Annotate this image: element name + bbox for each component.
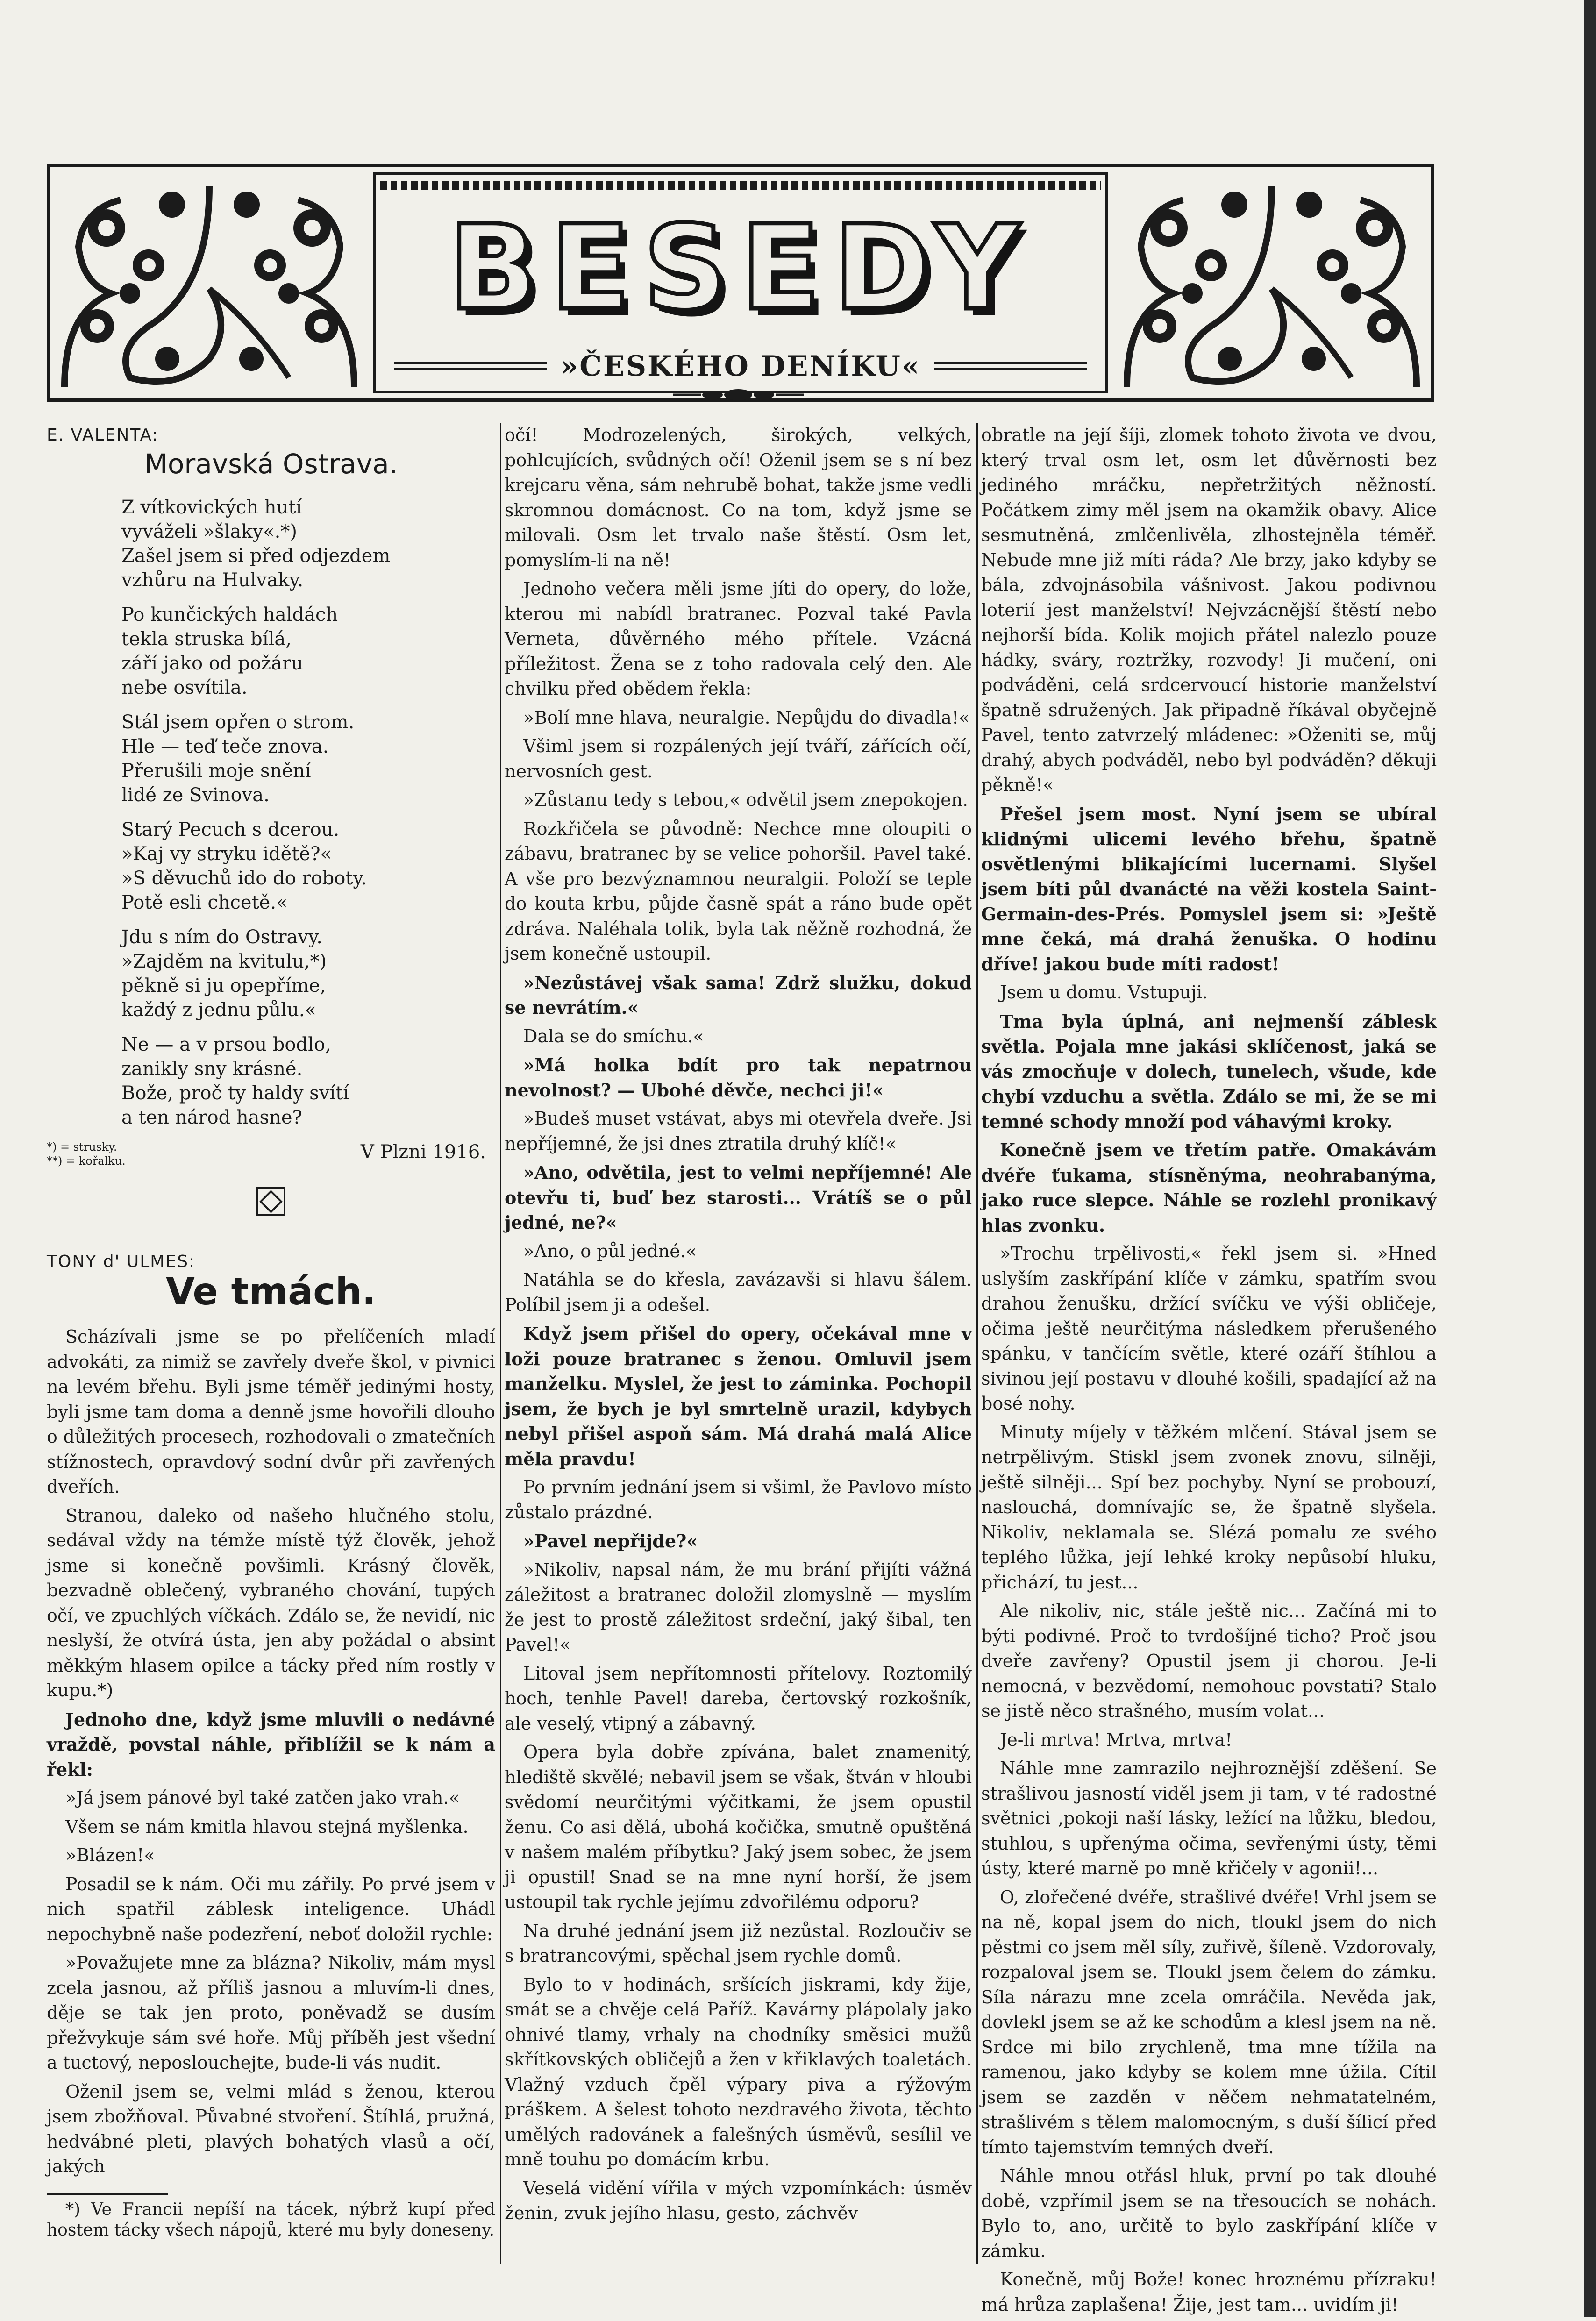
poem-line: Stál jsem opřen o strom.	[121, 712, 355, 733]
subtitle-row	[394, 348, 1087, 385]
story-title: Ve tmách.	[166, 1269, 376, 1313]
paragraph: »Má holka bdít pro tak nepatrnou nevolnost? — Ubohé děvče, nechci ji!«	[505, 1054, 972, 1101]
paragraph: Posadil se k nám. Oči mu zářily. Po prvé jsem v nich spatřil záblesk inteligence. Uhádl nepochybně naše podezření, neboť doložil rychle:	[47, 1873, 495, 1944]
poem-line: Bože, proč ty haldy svítí	[121, 1082, 349, 1104]
poem-place-date: V Plzni 1916.	[360, 1141, 486, 1163]
paragraph: Veselá vidění vířila v mých vzpomínkách: úsměv ženin, zvuk jejího hlasu, gesto, záchvěv	[505, 2178, 972, 2223]
poem-line: vzhůru na Hulvaky.	[121, 570, 304, 591]
floral-ornament-left	[55, 172, 363, 392]
paragraph: Scházívali jsme se po přelíčeních mladí advokáti, za nimiž se zavřely dveře škol, v pivnici na levém břehu. Byli jsme téměř jedinými hosty, byli jsme tam doma a denně jsme hovořili dlouho o důležitých procesech, rozhodovali o zmatečních stížnostech, opravdový sodní dvůr při zavřených dveřích.	[47, 1326, 495, 1497]
paragraph: Stranou, daleko od našeho hlučného stolu, sedával vždy na témže místě týž člověk, jehož jsme si konečně povšimli. Krásný člověk, bezvadně oblečený, vybraného chování, tupých očí, ve zpuchlých víčkách. Zdálo se, že nevidí, nic neslyší, že otvírá ústa, jen aby požádal o absint měkkým hlasem opilce a tácky před ním rostly v kupu.*)	[47, 1505, 495, 1701]
page-edge	[1584, 0, 1596, 2317]
floral-ornament-right	[1118, 172, 1426, 392]
poem-line: »S děvuchů ido do roboty.	[121, 868, 367, 889]
poem-line: tekla struska bílá,	[121, 628, 292, 650]
poem-line: nebe osvítila.	[121, 677, 248, 698]
footnote: *) Ve Francii nepíší na tácek, nýbrž kupí před hostem tácky všech nápojů, které mu byly doneseny.	[47, 2200, 495, 2240]
paragraph: »Zůstanu tedy s tebou,« odvětil jsem znepokojen.	[523, 790, 969, 810]
column-rule	[500, 423, 501, 2264]
paragraph: »Ano, o půl jedné.«	[523, 1240, 697, 1261]
column-middle	[505, 423, 972, 2230]
paragraph: Všiml jsem si rozpálených její tváří, zářících očí, nervosních gest.	[505, 736, 972, 782]
poem-title: Moravská Ostrava.	[144, 448, 398, 480]
paragraph: Jednoho dne, když jsme mluvili o nedávné vraždě, povstal náhle, přiblížil se k nám a řekl:	[47, 1709, 495, 1780]
poem-stanza	[121, 1032, 495, 1130]
section-end-icon	[256, 1187, 286, 1217]
poem-line: »Zajděm na kvitulu,*)	[121, 951, 327, 972]
poem-stanza	[121, 603, 495, 700]
paragraph: Jednoho večera měli jsme jíti do opery, do lože, kterou mi nabídl bratranec. Pozval také Pavla Verneta, důvěrného mého přítele. Vzácná příležitost. Žena se z toho radovala celý den. Ale chvilku před obědem řekla:	[505, 578, 972, 699]
paragraph: Konečně jsem ve třetím patře. Omakávám dvéře ťukama, stísněnýma, neohrabanýma, jako ruce slepce. Náhle se rozlehl pronikavý hlas zvonku.	[981, 1139, 1437, 1236]
paragraph: Všem se nám kmitla hlavou stejná myšlenka.	[65, 1816, 469, 1837]
poem-stanza	[121, 925, 495, 1022]
paragraph: Když jsem přišel do opery, očekával mne v loži pouze bratranec s ženou. Omluvil jsem manželku. Myslel, že jest to záminka. Pochopil jsem, že bych je byl smrtelně urazil, kdybych nebyl přišel aspoň sám. Má drahá malá Alice měla pravdu!	[505, 1323, 972, 1469]
paragraph: Litoval jsem nepřítomnosti přítelovy. Roztomilý hoch, tenhle Pavel! dareba, čertovský rozkošník, ale veselý, vtipný a zábavný.	[505, 1663, 972, 1734]
poem-line: Ne — a v prsou bodlo,	[121, 1034, 331, 1055]
poem-line: Z vítkovických hutí	[121, 497, 302, 518]
paragraph: očí! Modrozelených, širokých, velkých, pohlcujících, svůdných očí! Oženil jsem se s ní bez krejcaru věna, sám nehrubě bohat, takže jsme vedli skromnou domácnost. Co na tom, když jsme se milovali. Osm let trvalo naše štěstí. Osm let, pomyslím-li na ně!	[505, 425, 972, 570]
poem-line: a ten národ hasne?	[121, 1107, 302, 1128]
paragraph: Přešel jsem most. Nyní jsem se ubíral klidnými ulicemi levého břehu, špatně osvětlenými blikajícími lucernami. Slyšel jsem bíti půl dvanácté na věži kostela Saint-Germain-des-Prés. Pomyslel jsem si: »Ještě mne čeká, má drahá ženuška. O hodinu dříve! jakou bude míti radost!	[981, 803, 1437, 975]
paragraph: Dala se do smíchu.«	[523, 1025, 704, 1047]
paragraph: »Blázen!«	[65, 1845, 155, 1865]
paragraph: Minuty míjely v těžkém mlčení. Stával jsem se netrpělivým. Stiskl jsem zvonek znovu, silněji, ještě silněji... Spí bez pochyby. Nyní se probouzí, naslouchá, domnívajíc se, že špatně slyšela. Nikoliv, neklamala se. Slézá pomalu ze svého teplého lůžka, její lehké kroky nepůsobí hluku, přichází, tu jest...	[981, 1422, 1437, 1593]
story-author: TONY d' ULMES:	[47, 1252, 196, 1271]
poem-author: E. VALENTA:	[47, 426, 159, 445]
paragraph: Bylo to v hodinách, sršících jiskrami, kdy žije, smát se a chvěje celá Paříž. Kavárny plápolaly jako ohnivé tlamy, vrhaly na chodníky směsici mužů skřítkovských obličejů a žen v křiklavých toaletách. Vlažný vzduch čpěl výpary piva a rýžovým práškem. A šelest tohoto nezdravého života, těchto umělých radovánek a falešných úsměvů, sesílil ve mně touhu po domácím krbu.	[505, 1974, 972, 2170]
poem-footer	[47, 1140, 495, 1168]
paragraph: Náhle mne zamrazilo nejhroznější zděšení. Se strašlivou jasností viděl jsem ji tam, v té radostné světnici ‚pokoji naší lásky, ležící na lůžku, bledou, stuhlou, s upřenýma očima, sevřenými ústy, těmi ústy, které marně po mně křičely v agonii!...	[981, 1758, 1437, 1879]
poem-line: Jdu s ním do Ostravy.	[121, 926, 322, 948]
poem-notes	[47, 1140, 126, 1168]
masthead	[47, 164, 1434, 402]
paragraph: »Pavel nepřijde?«	[523, 1531, 698, 1552]
masthead-flourish	[668, 381, 808, 409]
poem-line: každý z jednu půlu.«	[121, 999, 316, 1021]
poem-line: září jako od požáru	[121, 653, 303, 674]
paragraph: Rozkřičela se původně: Nechce mne oloupiti o zábavu, bratranec by se velice pohoršil. Pavel také. A vše pro bezvýznamnou neuralgii. Položí se teple do kouta krbu, půjde časně spát a ráno bude opět zdráva. Naléhala tolik, byla tak něžně rozhodná, že jsem konečně ustoupil.	[505, 818, 972, 964]
paragraph: Ale nikoliv, nic, stále ještě nic... Začíná mi to býti podivné. Proč to tvrdošíjné ticho? Proč jsou dveře zavřeny? Opustil jsem ji chorou. Je-li nemocná, v bezvědomí, nemohouc povstati? Stalo se jistě něco strašného, musím volat...	[981, 1601, 1437, 1721]
dotted-rule	[380, 181, 1101, 190]
poem-line: Starý Pecuch s dcerou.	[121, 819, 340, 840]
poem-stanza	[121, 710, 495, 807]
paragraph: »Bolí mne hlava, neuralgie. Nepůjdu do divadla!«	[523, 707, 970, 728]
paragraph: Opera byla dobře zpívána, balet znamenitý, hlediště skvělé; nebavil jsem se však, štván v hloubi svědomí neurčitými výčitkami, že jsem opustil ženu. Co asi dělá, ubohá kočička, smutně opuštěná v našem malém příbytku? Jaký jsem sobec, že jsem ji opustil! Snad se na mne nyní horší, že jsem ustoupil tak rychle jejímu zdvořilému odporu?	[505, 1742, 972, 1912]
poem-line: »Kaj vy stryku idětě?«	[121, 843, 332, 865]
paragraph: Na druhé jednání jsem již nezůstal. Rozloučiv se s bratrancovými, spěchal jsem rychle domů.	[505, 1920, 972, 1966]
paragraph: O, zlořečené dvéře, strašlivé dvéře! Vrhl jsem se na ně, kopal jsem do nich, tloukl jsem do nich pěstmi co jsem měl síly, zuřivě, šíleně. Vzdorovaly, rozpaloval jsem se. Tloukl jsem čelem do zámku. Síla nárazu mne zcela omráčila. Nevěda jak, dovlekl jsem se až ke schodům a klesl jsem na ně. Srdce mi bilo zrychleně, tma mne tížila na ramenou, jako kdyby se kolem mne úžila. Cítil jsem se zazděn v něčem nehmatatelném, strašlivém s tělem malomocným, s duší šílicí před tímto tajemstvím temných dveří.	[981, 1887, 1437, 2157]
paragraph: Náhle mnou otřásl hluk, první po tak dlouhé době, vzpřímil jsem se na třesoucích se nohách. Bylo to, ano, určitě to bylo zaskřípání klíče v zámku.	[981, 2165, 1437, 2261]
paragraph: Jsem u domu. Vstupuji.	[1000, 982, 1208, 1003]
masthead-subtitle: »ČESKÉHO DENÍKU«	[560, 350, 921, 383]
column-rule	[976, 423, 978, 2264]
masthead-title: BESEDY	[448, 200, 1033, 336]
paragraph: Konečně, můj Bože! konec hroznému přízraku! má hrůza zaplašena! Žije, jest tam... uvidím ji!	[981, 2269, 1437, 2315]
poem-line: lidé ze Svinova.	[121, 784, 270, 806]
paragraph: obratle na její šíji, zlomek tohoto života ve dvou, který trval osm let, osm let důvěrnosti bez jediného mráčku, nepřetržitých něžností. Počátkem zimy měl jsem na okamžik obavy. Alice sesmutněná, zmlčenlivěla, zlhostejněla téměř. Nebude mne již míti ráda? Ale brzy, jako kdyby se bála, zdvojnásobila vášnivost. Jakou podivnou loterií jest manželství! Nejvzácnější štěstí nebo nejhorší bída. Kolik mojich přátel nalezlo pouze hádky, sváry, roztržky, rozvody! Ji mučení, oni podváděni, celá srdcervoucí historie manželství špatně sdružených. Jak připadně říkával obyčejně Pavel, tento zatvrzelý mládenec: »Oženiti se, můj drahý, abych podváděl, nebo byl podváděn? děkuji pěkně!«	[981, 425, 1437, 795]
poem-line: Zašel jsem si před odjezdem	[121, 545, 391, 567]
subtitle-rule-left	[394, 362, 547, 370]
poem-line: zanikly sny krásné.	[121, 1058, 303, 1080]
column-left	[47, 423, 495, 2244]
poem-note: **) = kořalku.	[47, 1154, 126, 1168]
paragraph: »Trochu trpělivosti,« řekl jsem si. »Hned uslyším zaskřípání klíče v zámku, spatřím svou drahou ženušku, držící svíčku ve výši obličeje, očima ještě neurčitýma následkem přerušeného spánku, v tančícím světle, které ozáří štíhlou a sivinou její postavu v dlouhé košili, spadající až na bosé nohy.	[981, 1243, 1437, 1414]
poem-stanza	[121, 818, 495, 915]
column-right	[981, 423, 1437, 2321]
paragraph: »Já jsem pánové byl také zatčen jako vrah.«	[65, 1787, 460, 1808]
subtitle-rule-right	[934, 362, 1087, 370]
paragraph: »Budeš muset vstávat, abys mi otevřela dveře. Jsi nepříjemné, že jsi dnes ztratila druhý klíč!«	[505, 1108, 972, 1154]
paragraph: »Nikoliv, napsal nám, že mu brání přijíti vážná záležitost a bratranec doložil zlomyslně — myslím že jest to prostě záležitost srdeční, jaký šibal, ten Pavel!«	[505, 1559, 972, 1655]
paragraph: Po prvním jednání jsem si všiml, že Pavlovo místo zůstalo prázdné.	[505, 1477, 972, 1523]
poem-line: Po kunčických haldách	[121, 604, 338, 626]
paragraph: Oženil jsem se, velmi mlád s ženou, kterou jsem zbožňoval. Půvabné stvoření. Štíhlá, pružná, hedvábné pleti, plavých bohatých vlasů a očí, jakých	[47, 2081, 495, 2177]
paragraph: »Nezůstávej však sama! Zdrž služku, dokud se nevrátím.«	[505, 972, 972, 1018]
poem-note: *) = strusky.	[47, 1140, 117, 1153]
paragraph: Tma byla úplná, ani nejmenší záblesk světla. Pojala mne jakási sklíčenost, jaká se vás zmocňuje v dolech, tunelech, všude, kde chybí vzduchu a světla. Zdálo se mi, že se mi temné schody množí pod váhavými kroky.	[981, 1011, 1437, 1132]
poem-line: vyváželi »šlaky«.*)	[121, 521, 297, 542]
poem-line: Hle — teď teče znova.	[121, 736, 329, 757]
paragraph: »Považujete mne za blázna? Nikoliv, mám mysl zcela jasnou, až příliš jasnou a mluvím-li dnes, děje se tak jen proto, poněvadž se dusím přežvykuje sám své hoře. Můj příběh jest všední a tuctový, neposlouchejte, bude-li vás nudit.	[47, 1952, 495, 2073]
poem-line: Přerušili moje snění	[121, 760, 311, 782]
poem-line: Potě esli chcetě.«	[121, 892, 288, 913]
paragraph: Je-li mrtva! Mrtva, mrtva!	[1000, 1729, 1233, 1750]
paragraph: Natáhla se do křesla, zavázavši si hlavu šálem. Políbil jsem ji a odešel.	[505, 1269, 972, 1315]
footnote-rule	[47, 2193, 168, 2195]
poem-line: pěkně si ju opepříme,	[121, 975, 326, 997]
paragraph: »Ano, odvětila, jest to velmi nepříjemné! Ale otevřu ti, buď bez starosti... Vrátíš se o půl jedné, ne?«	[505, 1162, 972, 1233]
title-panel	[373, 172, 1108, 393]
poem-stanza	[121, 495, 495, 592]
